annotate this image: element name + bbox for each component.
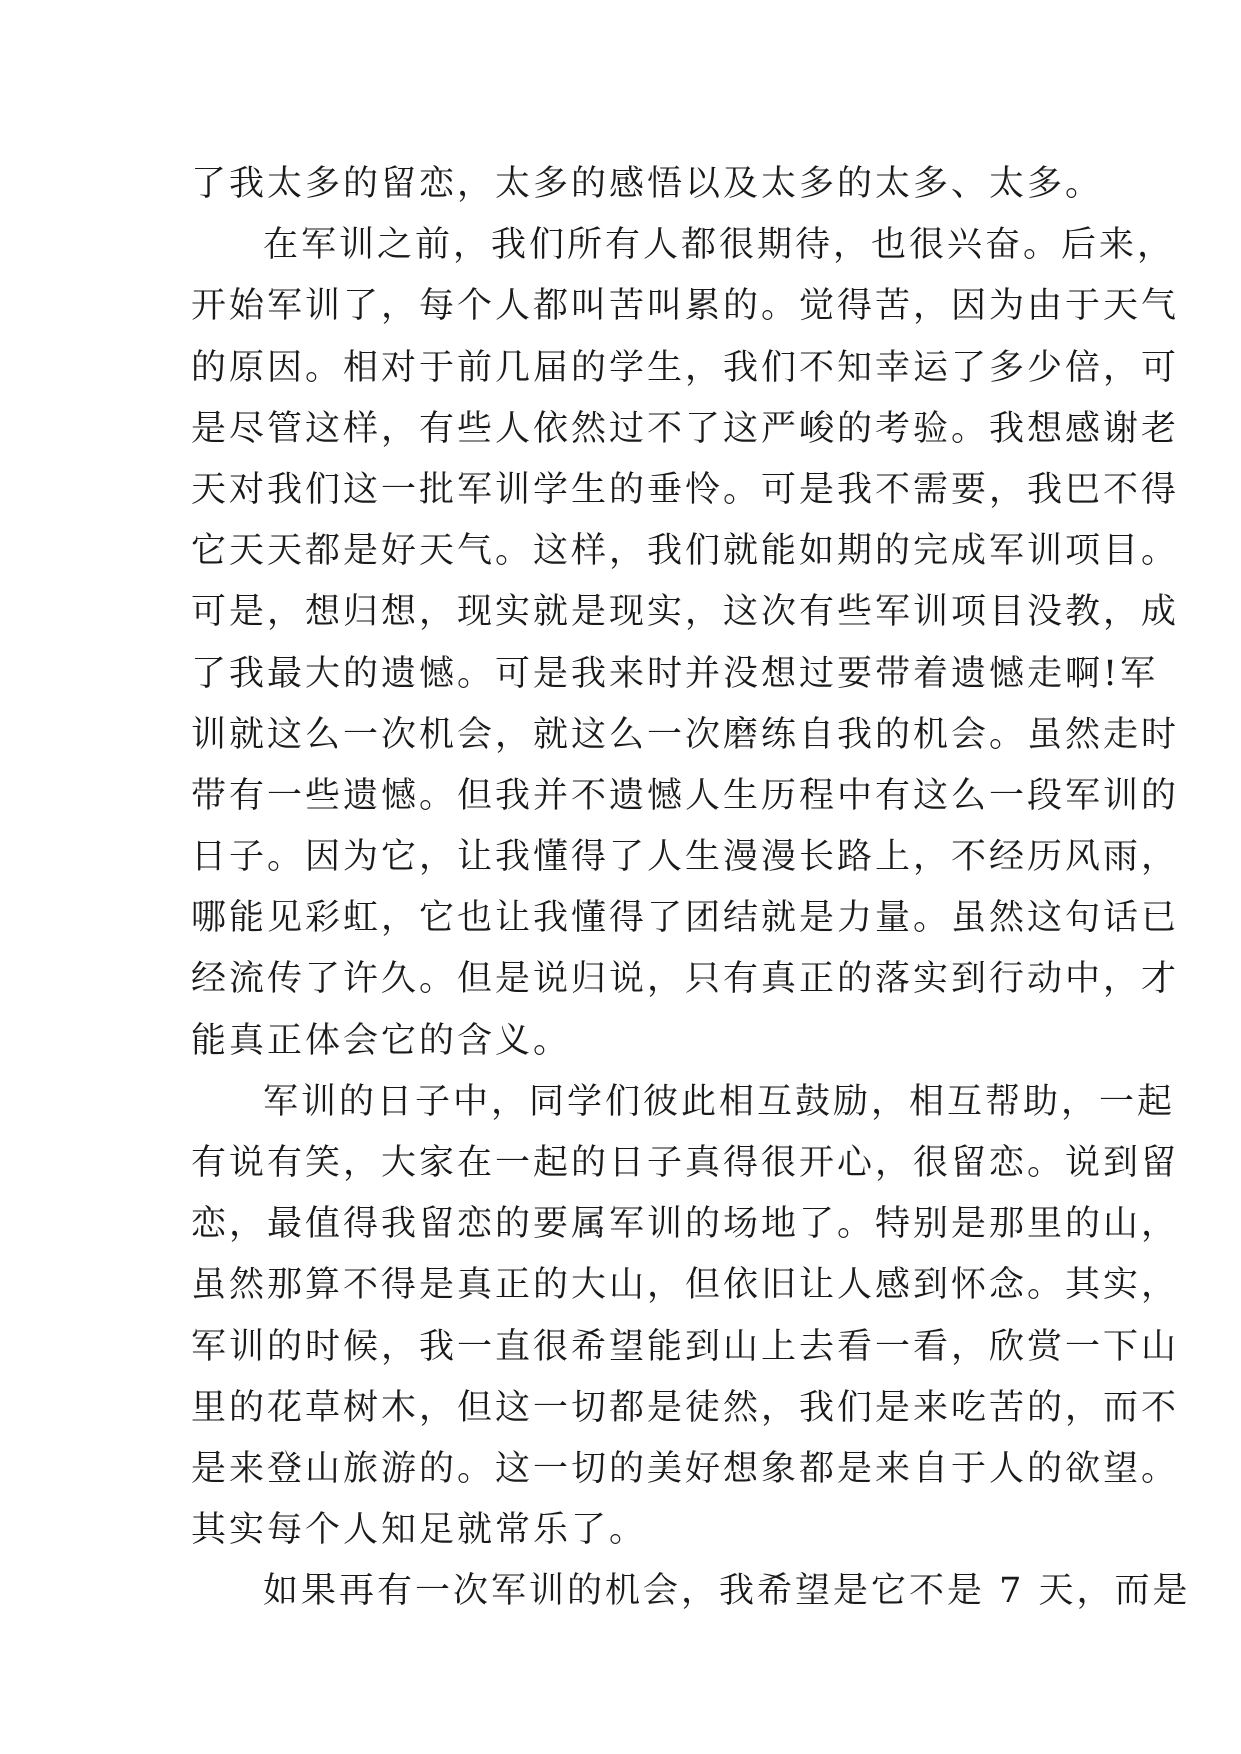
text-line: 有说有笑，大家在一起的日子真得很开心，很留恋。说到留 <box>191 1143 1180 1183</box>
text-line: 恋，最值得我留恋的要属军训的场地了。特别是那里的山， <box>191 1204 1180 1245</box>
text-line: 经流传了许久。但是说归说，只有真正的落实到行动中，才 <box>191 959 1180 1000</box>
text-line: 日子。因为它，让我懂得了人生漫漫长路上，不经历风雨， <box>191 837 1180 878</box>
text-line: 带有一些遗憾。但我并不遗憾人生历程中有这么一段军训的 <box>191 775 1180 816</box>
text-line: 哪能见彩虹，它也让我懂得了团结就是力量。虽然这句话已 <box>191 898 1180 939</box>
text-line: 了我最大的遗憾。可是我来时并没想过要带着遗憾走啊!军 <box>191 653 1159 694</box>
text-line: 军训的时候，我一直很希望能到山上去看一看，欣赏一下山 <box>191 1326 1180 1367</box>
paragraph-first-line: 在军训之前，我们所有人都很期待，也很兴奋。后来， <box>263 225 1176 266</box>
text-line: 天对我们这一批军训学生的垂怜。可是我不需要，我巴不得 <box>191 469 1180 510</box>
text-line: 其实每个人知足就常乐了。 <box>191 1510 648 1551</box>
text-line: 是来登山旅游的。这一切的美好想象都是来自于人的欲望。 <box>191 1448 1180 1489</box>
text-line: 可是，想归想，现实就是现实，这次有些军训项目没教，成 <box>191 592 1180 633</box>
text-line: 开始军训了，每个人都叫苦叫累的。觉得苦，因为由于天气 <box>191 286 1180 327</box>
text-line: 训就这么一次机会，就这么一次磨练自我的机会。虽然走时 <box>191 714 1180 755</box>
text-line: 是尽管这样，有些人依然过不了这严峻的考验。我想感谢老 <box>191 408 1180 449</box>
text-line: 的原因。相对于前几届的学生，我们不知幸运了多少倍，可 <box>191 347 1180 388</box>
body-text <box>191 154 1191 1623</box>
text-line: 里的花草树木，但这一切都是徒然，我们是来吃苦的，而不 <box>191 1387 1180 1428</box>
paragraph-first-line: 军训的日子中，同学们彼此相互鼓励，相互帮助，一起 <box>263 1081 1176 1122</box>
paragraph-first-line: 如果再有一次军训的机会，我希望是它不是 7 天，而是 <box>263 1571 1191 1612</box>
text-line: 虽然那算不得是真正的大山，但依旧让人感到怀念。其实， <box>191 1265 1180 1306</box>
text-line: 能真正体会它的含义。 <box>191 1020 572 1061</box>
text-line: 它天天都是好天气。这样，我们就能如期的完成军训项目。 <box>191 531 1180 572</box>
text-line: 了我太多的留恋，太多的感悟以及太多的太多、太多。 <box>191 164 1104 204</box>
